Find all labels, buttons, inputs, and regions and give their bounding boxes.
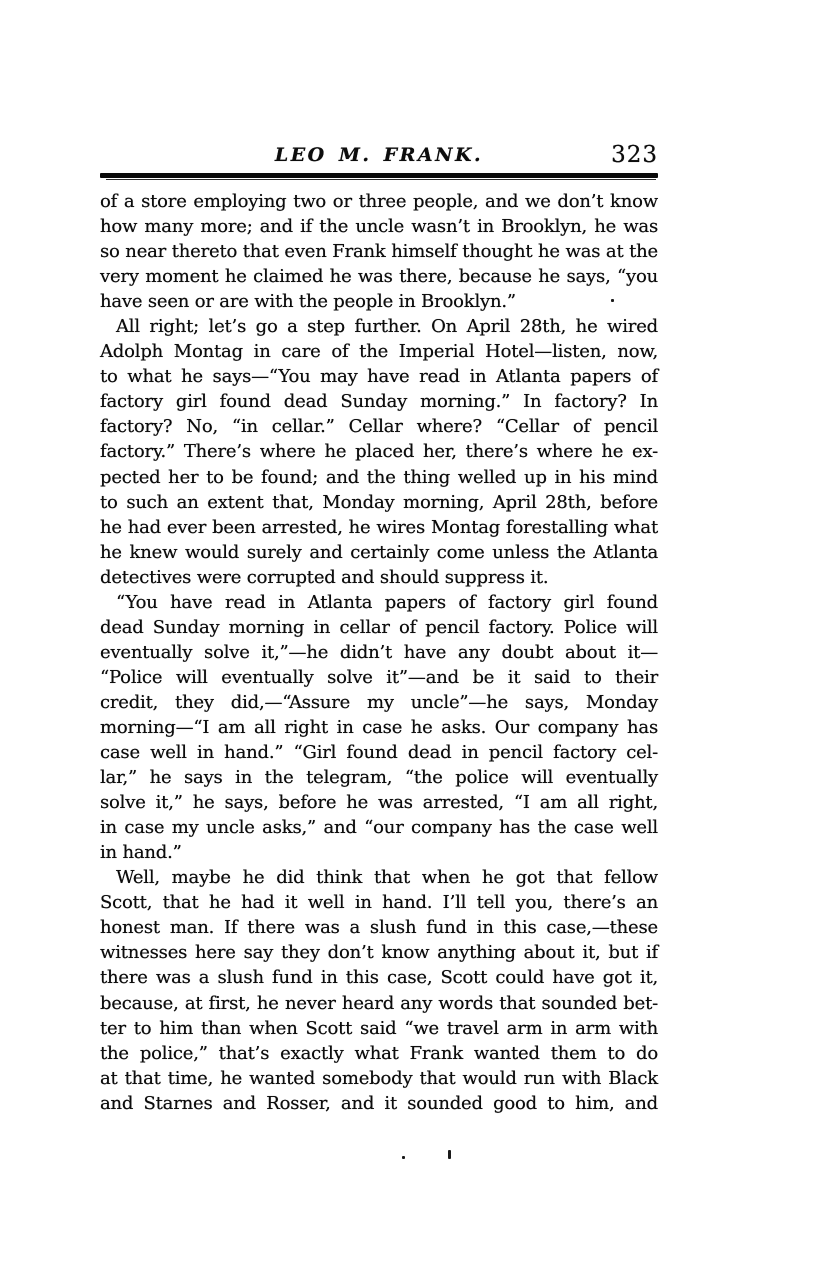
paragraph <box>100 865 658 1115</box>
body-text <box>100 189 658 1116</box>
text-line: All right; let’s go a step further. On April 28th, he wired <box>116 316 658 338</box>
text-line: factory.” There’s where he placed her, there’s where he ex- <box>100 441 658 463</box>
text-line: at that time, he wanted somebody that would run with Black <box>100 1067 658 1089</box>
scan-artifact <box>611 299 614 302</box>
text-line: the police,” that’s exactly what Frank wanted them to do <box>100 1042 658 1064</box>
text-line: pected her to be found; and the thing welled up in his mind <box>100 466 658 488</box>
text-line: credit, they did,—“Assure my uncle”—he says, Monday <box>100 691 658 713</box>
text-line: dead Sunday morning in cellar of pencil factory. Police will <box>100 616 658 638</box>
text-line: in hand.” <box>100 842 182 864</box>
text-line: eventually solve it,”—he didn’t have any doubt about it— <box>100 641 658 663</box>
header-rule <box>100 173 658 178</box>
page-number: 323 <box>611 142 658 168</box>
text-line: solve it,” he says, before he was arrested, “I am all right, <box>100 792 658 814</box>
page-header-title: LEO M. FRANK. <box>274 144 484 166</box>
scan-artifact <box>402 1156 405 1159</box>
paragraph <box>100 189 658 314</box>
text-line: to what he says—“You may have read in Atlanta papers of <box>100 366 658 388</box>
text-line: case well in hand.” “Girl found dead in pencil factory cel- <box>100 742 658 764</box>
text-line: he knew would surely and certainly come unless the Atlanta <box>100 541 658 563</box>
text-line: and Starnes and Rosser, and it sounded good to him, and <box>100 1092 658 1114</box>
text-line: have seen or are with the people in Brooklyn.” <box>100 291 516 313</box>
text-line: factory girl found dead Sunday morning.” In factory? In <box>100 391 658 413</box>
text-line: witnesses here say they don’t know anything about it, but if <box>100 942 658 964</box>
text-line: honest man. If there was a slush fund in this case,—these <box>100 917 658 939</box>
text-line: very moment he claimed he was there, because he says, “you <box>100 266 658 288</box>
text-line: Well, maybe he did think that when he got that fellow <box>116 867 658 889</box>
text-line: factory? No, “in cellar.” Cellar where? “Cellar of pencil <box>100 416 658 438</box>
text-line: to such an extent that, Monday morning, April 28th, before <box>100 491 658 513</box>
running-head <box>100 144 658 170</box>
text-line: detectives were corrupted and should suppress it. <box>100 566 549 588</box>
text-line: in case my uncle asks,” and “our company has the case well <box>100 817 658 839</box>
text-line: how many more; and if the uncle wasn’t in Brooklyn, he was <box>100 216 658 238</box>
text-line: of a store employing two or three people, and we don’t know <box>100 191 658 212</box>
text-line: “You have read in Atlanta papers of factory girl found <box>116 591 658 613</box>
text-line: there was a slush fund in this case, Scott could have got it, <box>100 967 658 989</box>
text-line: “Police will eventually solve it”—and be it said to their <box>100 666 658 688</box>
text-line: he had ever been arrested, he wires Montag forestalling what <box>100 516 658 538</box>
text-line: so near thereto that even Frank himself thought he was at the <box>100 241 658 263</box>
text-line: Adolph Montag in care of the Imperial Hotel—listen, now, <box>100 341 658 363</box>
text-line: because, at first, he never heard any words that sounded bet- <box>100 992 658 1014</box>
paragraph <box>100 314 658 590</box>
scan-artifact <box>448 1150 451 1159</box>
text-line: lar,” he says in the telegram, “the police will eventually <box>100 767 658 789</box>
text-line: Scott, that he had it well in hand. I’ll tell you, there’s an <box>100 892 658 914</box>
text-line: morning—“I am all right in case he asks. Our company has <box>100 716 658 738</box>
paragraph <box>100 590 658 866</box>
text-line: ter to him than when Scott said “we travel arm in arm with <box>100 1017 658 1039</box>
